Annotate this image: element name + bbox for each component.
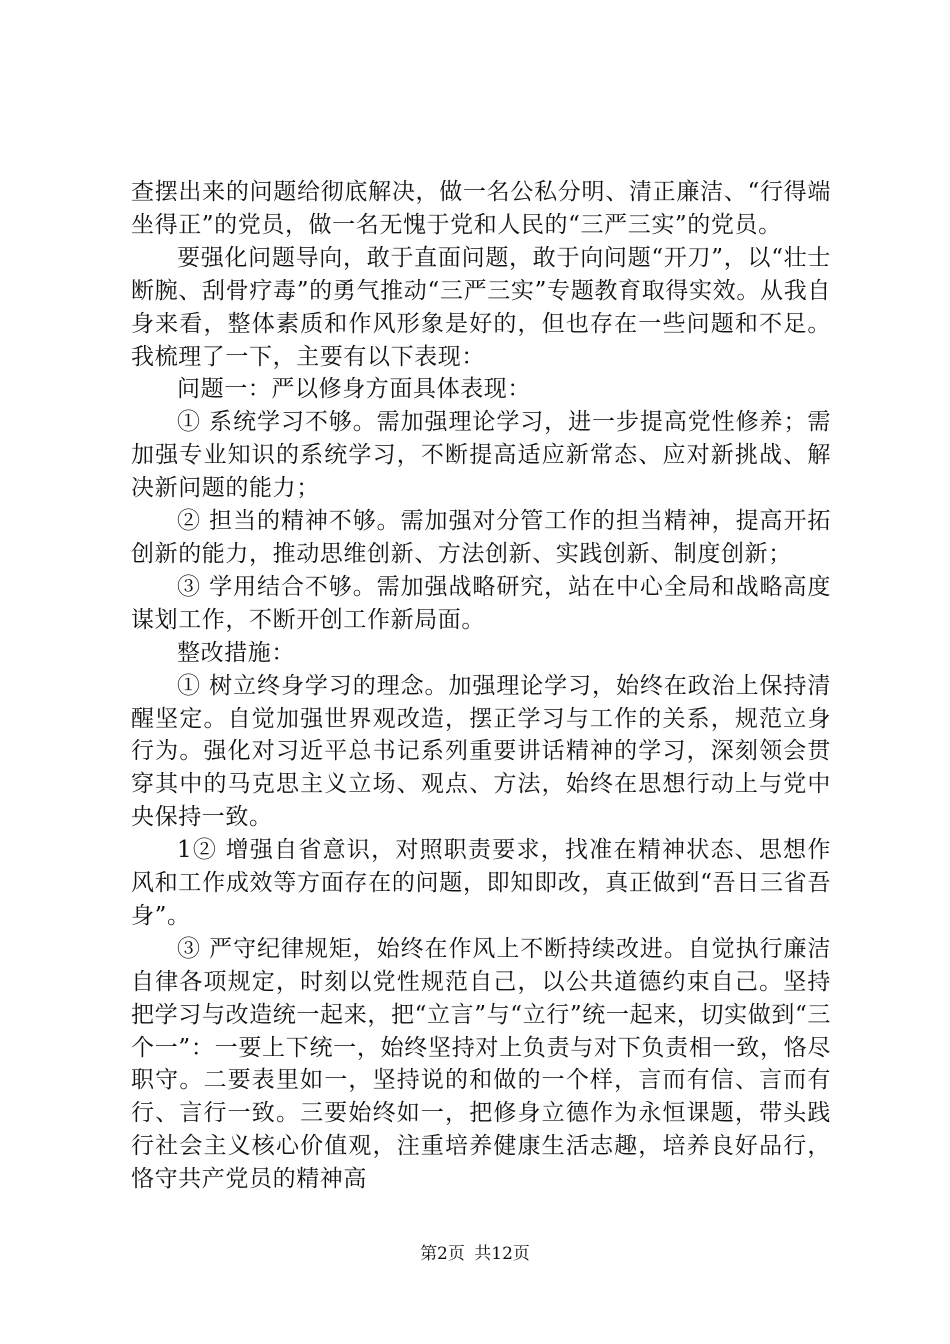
paragraph-problem-orientation: 要强化问题导向，敢于直面问题，敢于向问题“开刀”，以“壮士断腕、刮骨疗毒”的勇气推动“三严三实”专题教育取得实效。从我自身来看，整体素质和作风形象是好的，但也存在一些问题和不足。我梳理了一下，主要有以下表现： — [131, 244, 831, 370]
problem-item-2: ② 担当的精神不够。需加强对分管工作的担当精神，提高开拓创新的能力，推动思维创新、方法创新、实践创新、制度创新； — [131, 508, 831, 567]
problem-item-3: ③ 学用结合不够。需加强战略研究，站在中心全局和战略高度谋划工作，不断开创工作新局面。 — [131, 573, 831, 633]
problem-item-1: ① 系统学习不够。需加强理论学习，进一步提高党性修养；需加强专业知识的系统学习，不断提高适应新常态、应对新挑战、解决新问题的能力； — [131, 409, 831, 502]
page-footer — [0, 1243, 950, 1265]
paragraph-continuation: 查摆出来的问题给彻底解决，做一名公私分明、清正廉洁、“行得端坐得正”的党员，做一名无愧于党和人民的“三严三实”的党员。 — [131, 179, 831, 238]
heading-rectification: 整改措施： — [177, 639, 295, 666]
document-body — [131, 176, 831, 1196]
measure-item-3: ③ 严守纪律规矩，始终在作风上不断持续改进。自觉执行廉洁自律各项规定，时刻以党性规范自己，以公共道德约束自己。坚持把学习与改造统一起来，把“立言”与“立行”统一起来，切实做到“三个一”：一要上下统一，始终坚持对上负责与对下负责相一致，恪尽职守。二要表里如一，坚持说的和做的一个样，言而有信、言而有行、言行一致。三要始终如一，把修身立德作为永恒课题，带头践行社会主义核心价值观，注重培养健康生活志趣，培养良好品行，恪守共产党员的精神高 — [131, 935, 831, 1193]
measure-item-2: 1② 增强自省意识，对照职责要求，找准在精神状态、思想作风和工作成效等方面存在的问题，即知即改，真正做到“吾日三省吾身”。 — [131, 837, 831, 929]
measure-item-1: ① 树立终身学习的理念。加强理论学习，始终在政治上保持清醒坚定。自觉加强世界观改造，摆正学习与工作的关系，规范立身行为。强化对习近平总书记系列重要讲话精神的学习，深刻领会贯穿其中的马克思主义立场、观点、方法，始终在思想行动上与党中央保持一致。 — [131, 672, 831, 831]
heading-problem-one: 问题一：严以修身方面具体表现： — [177, 376, 531, 403]
page-total: 共12页 — [474, 1244, 530, 1264]
page-number: 第2页 — [420, 1244, 465, 1264]
